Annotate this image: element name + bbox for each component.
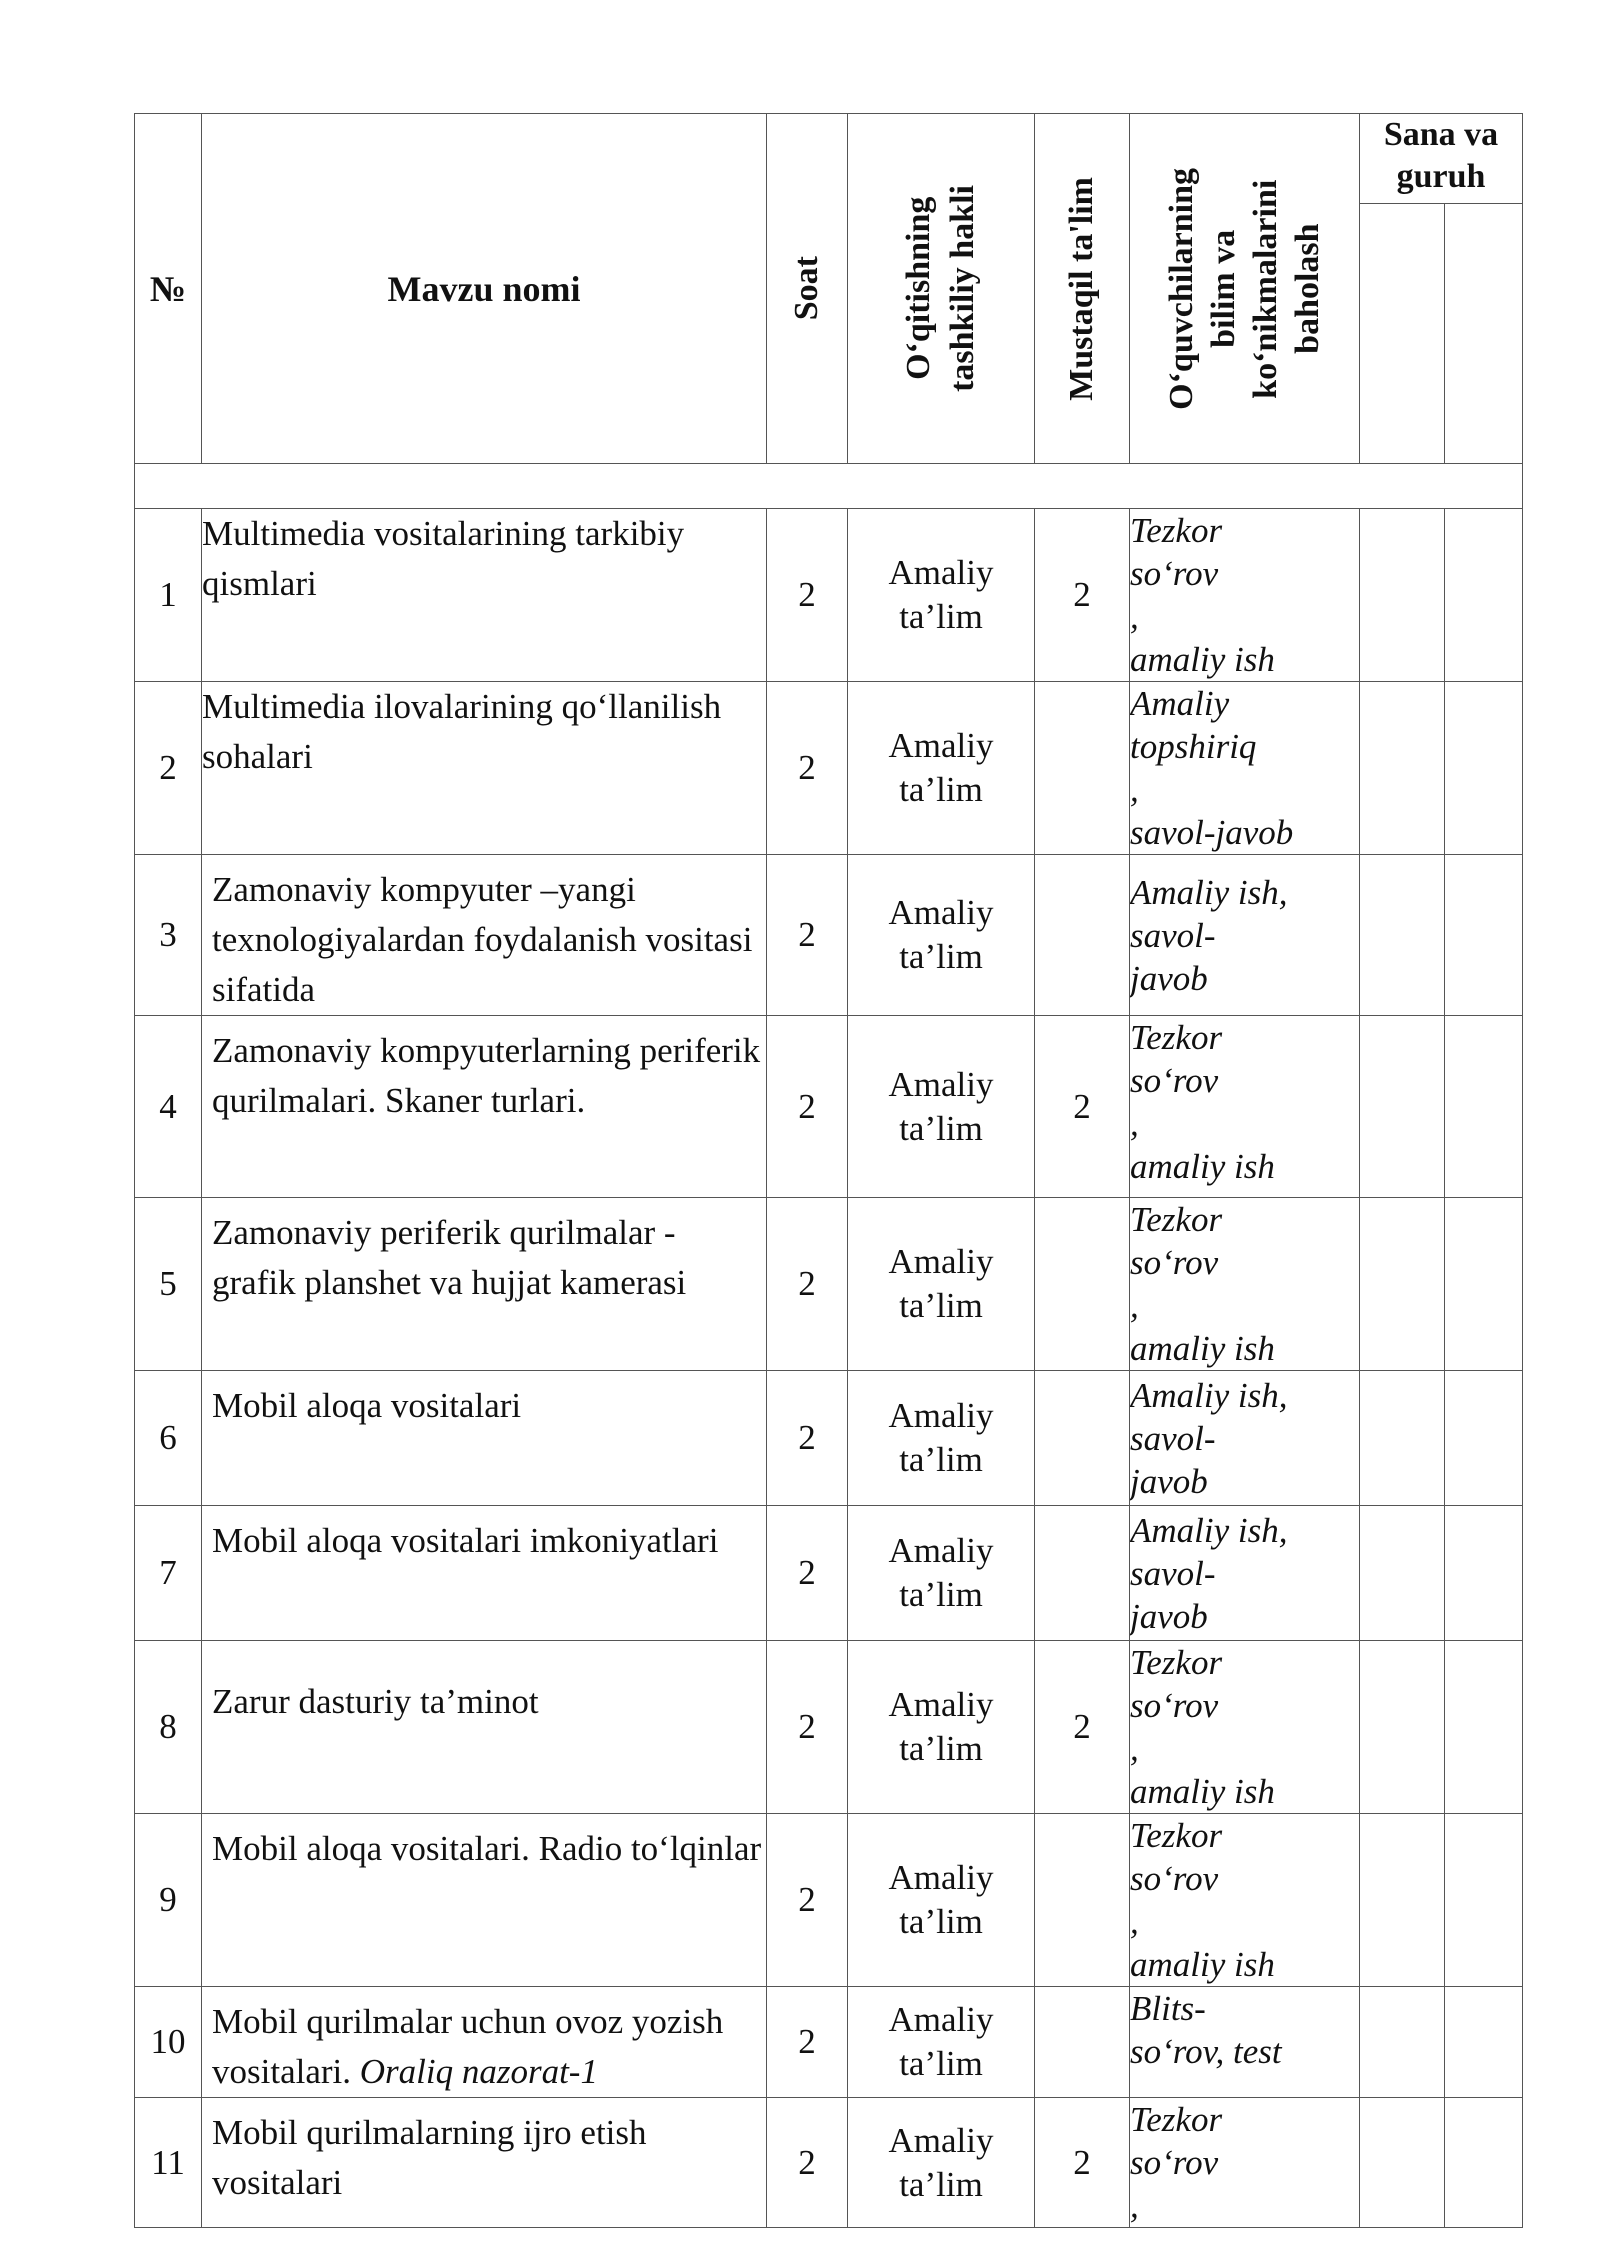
header-topic-name: Mavzu nomi: [202, 114, 767, 464]
header-hours-text: Soat: [788, 256, 825, 321]
table-row: [135, 1371, 1523, 1506]
header-independent-study-text: Mustaqil ta'lim: [1063, 176, 1100, 401]
row-organization-form-text: Amaliy ta’lim: [888, 1858, 994, 1941]
row-organization-form-text: Amaliy ta’lim: [888, 1064, 994, 1148]
row-assessment: Tezkor so‘rov , amaliy ish: [1130, 1814, 1360, 1987]
row-independent-study: [1035, 1506, 1130, 1641]
row-assessment: Tezkor so‘rov , amaliy ish: [1130, 1641, 1360, 1814]
row-hours: 2: [767, 2098, 848, 2228]
row-hours: 2: [767, 1371, 848, 1506]
header-assessment-text: O‘quvchilarning bilim va ko‘nikmalarini baholash: [1162, 167, 1326, 410]
row-date-1: [1360, 1814, 1445, 1987]
row-date-1: [1360, 1641, 1445, 1814]
row-organization-form: [848, 855, 1035, 1016]
row-hours: 2: [767, 855, 848, 1016]
row-date-2: [1445, 1016, 1523, 1198]
row-hours: 2: [767, 1641, 848, 1814]
row-topic-text: Multimedia ilovalarining qo‘llanilish sohalari: [202, 687, 722, 776]
table-row: [135, 1506, 1523, 1641]
table-row: [135, 855, 1523, 1016]
row-assessment: Blits- so‘rov, test: [1130, 1987, 1360, 2098]
row-organization-form: [848, 1016, 1035, 1198]
row-organization-form: [848, 1371, 1035, 1506]
row-independent-study: 2: [1035, 1016, 1130, 1198]
row-hours: 2: [767, 1987, 848, 2098]
row-number: 1: [135, 509, 202, 682]
row-topic-text: Mobil qurilmalar uchun ovoz yozish vositalari.: [212, 2002, 724, 2091]
row-organization-form-text: Amaliy ta’lim: [888, 2120, 994, 2204]
row-date-2: [1445, 1987, 1523, 2098]
row-organization-form-text: Amaliy ta’lim: [888, 1396, 994, 1479]
table-row: [135, 682, 1523, 855]
row-topic-text: Mobil aloqa vositalari. Radio to‘lqinlar: [212, 1829, 762, 1868]
table-row: [135, 2098, 1523, 2228]
row-number: 6: [135, 1371, 202, 1506]
row-assessment: Tezkor so‘rov , amaliy ish: [1130, 1198, 1360, 1371]
row-topic: [202, 682, 767, 855]
row-date-2: [1445, 682, 1523, 855]
row-date-2: [1445, 1641, 1523, 1814]
row-topic: [202, 2098, 767, 2228]
row-date-2: [1445, 855, 1523, 1016]
row-topic: [202, 1016, 767, 1198]
row-hours: 2: [767, 1506, 848, 1641]
row-date-1: [1360, 682, 1445, 855]
table-row: [135, 1641, 1523, 1814]
row-organization-form: [848, 682, 1035, 855]
row-topic: [202, 1198, 767, 1371]
row-independent-study: [1035, 1814, 1130, 1987]
row-number: 10: [135, 1987, 202, 2098]
row-date-1: [1360, 1016, 1445, 1198]
row-independent-study: 2: [1035, 2098, 1130, 2228]
row-independent-study: [1035, 855, 1130, 1016]
row-topic-text: Mobil aloqa vositalari imkoniyatlari: [212, 1521, 719, 1560]
row-organization-form: [848, 1641, 1035, 1814]
row-date-1: [1360, 855, 1445, 1016]
row-topic-text: Zamonaviy kompyuter –yangi texnologiyalardan foydalanish vositasi sifatida: [212, 870, 753, 1009]
header-assessment: [1130, 114, 1360, 464]
spacer-cell: [135, 464, 1523, 509]
row-assessment: Amaliy ish, savol- javob: [1130, 855, 1360, 1016]
row-topic: [202, 1506, 767, 1641]
row-date-2: [1445, 509, 1523, 682]
table-row: [135, 1016, 1523, 1198]
row-date-1: [1360, 1987, 1445, 2098]
row-organization-form-text: Amaliy ta’lim: [888, 726, 994, 809]
row-independent-study: 2: [1035, 1641, 1130, 1814]
row-date-2: [1445, 1371, 1523, 1506]
row-organization-form: [848, 1814, 1035, 1987]
row-topic: [202, 1987, 767, 2098]
table-row: [135, 1814, 1523, 1987]
spacer-row: [135, 464, 1523, 509]
row-assessment: Amaliy ish, savol- javob: [1130, 1506, 1360, 1641]
row-organization-form-text: Amaliy ta’lim: [888, 1685, 994, 1768]
row-topic-text: Mobil aloqa vositalari: [212, 1386, 522, 1425]
row-assessment: Amaliy ish, savol- javob: [1130, 1371, 1360, 1506]
row-hours: 2: [767, 1198, 848, 1371]
row-organization-form-text: Amaliy ta’lim: [888, 1242, 994, 1325]
row-date-2: [1445, 1198, 1523, 1371]
table-row: [135, 1987, 1523, 2098]
row-date-2: [1445, 1506, 1523, 1641]
row-organization-form: [848, 2098, 1035, 2228]
header-date-col-1: [1360, 204, 1445, 464]
row-hours: 2: [767, 682, 848, 855]
row-organization-form-text: Amaliy ta’lim: [888, 893, 994, 976]
row-topic: [202, 855, 767, 1016]
row-number: 3: [135, 855, 202, 1016]
row-organization-form-text: Amaliy ta’lim: [888, 2000, 994, 2083]
row-assessment: Tezkor so‘rov , amaliy ish: [1130, 509, 1360, 682]
row-date-1: [1360, 509, 1445, 682]
row-hours: 2: [767, 1814, 848, 1987]
row-topic: [202, 1814, 767, 1987]
row-topic-text: Zamonaviy kompyuterlarning periferik qurilmalari. Skaner turlari.: [212, 1031, 761, 1120]
row-topic-text: Zamonaviy periferik qurilmalar - grafik planshet va hujjat kamerasi: [212, 1213, 687, 1302]
row-topic-text: Multimedia vositalarining tarkibiy qismlari: [202, 514, 685, 603]
lesson-plan-table: [134, 113, 1523, 2228]
row-independent-study: [1035, 1987, 1130, 2098]
header-organization-form: [848, 114, 1035, 464]
row-organization-form-text: Amaliy ta’lim: [888, 1531, 994, 1614]
row-number: 5: [135, 1198, 202, 1371]
row-assessment: Amaliy topshiriq , savol-javob: [1130, 682, 1360, 855]
header-date-col-2: [1445, 204, 1523, 464]
header-number: №: [135, 114, 202, 464]
row-assessment: Tezkor so‘rov , amaliy ish: [1130, 1016, 1360, 1198]
row-date-2: [1445, 2098, 1523, 2228]
table-row: [135, 509, 1523, 682]
row-number: 8: [135, 1641, 202, 1814]
row-topic: [202, 1371, 767, 1506]
row-topic-emphasis: Oraliq nazorat-1: [359, 2052, 598, 2091]
row-topic: [202, 509, 767, 682]
row-number: 2: [135, 682, 202, 855]
row-number: 11: [135, 2098, 202, 2228]
row-organization-form-text: Amaliy ta’lim: [888, 553, 994, 636]
row-independent-study: 2: [1035, 509, 1130, 682]
row-date-1: [1360, 2098, 1445, 2228]
header-independent-study: [1035, 114, 1130, 464]
row-independent-study: [1035, 682, 1130, 855]
row-date-1: [1360, 1198, 1445, 1371]
table-row: [135, 1198, 1523, 1371]
row-independent-study: [1035, 1371, 1130, 1506]
row-number: 4: [135, 1016, 202, 1198]
row-organization-form: [848, 1506, 1035, 1641]
row-hours: 2: [767, 509, 848, 682]
row-assessment: Tezkor so‘rov ,: [1130, 2098, 1360, 2228]
header-organization-form-text: O‘qitishning tashkiliy hakli: [900, 185, 981, 392]
row-number: 7: [135, 1506, 202, 1641]
row-independent-study: [1035, 1198, 1130, 1371]
row-date-1: [1360, 1371, 1445, 1506]
row-number: 9: [135, 1814, 202, 1987]
row-date-2: [1445, 1814, 1523, 1987]
row-organization-form: [848, 1987, 1035, 2098]
header-hours: [767, 114, 848, 464]
row-hours: 2: [767, 1016, 848, 1198]
header-date-group: Sana va guruh: [1360, 114, 1523, 204]
row-organization-form: [848, 509, 1035, 682]
row-organization-form: [848, 1198, 1035, 1371]
row-date-1: [1360, 1506, 1445, 1641]
row-topic-text: Zarur dasturiy ta’minot: [212, 1682, 539, 1721]
row-topic: [202, 1641, 767, 1814]
row-topic-text: Mobil qurilmalarning ijro etish vositalari: [212, 2113, 647, 2202]
